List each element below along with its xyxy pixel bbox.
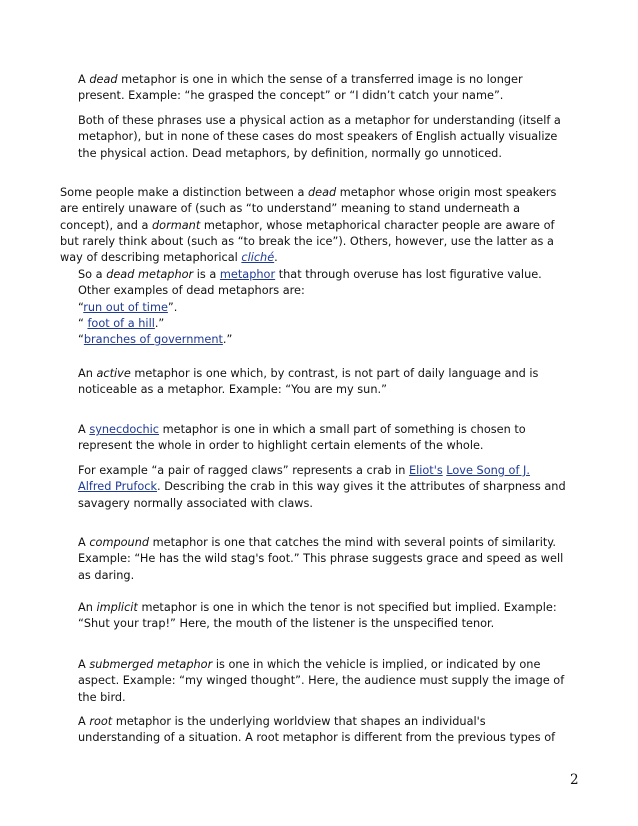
text-line: So a dead metaphor is a metaphor that through overuse has lost figurative value. [78, 268, 542, 281]
text-line: represent the whole in order to highlight certain elements of the whole. [78, 439, 484, 453]
active-metaphor-paragraph [78, 366, 583, 399]
text-line: Both of these phrases use a physical action as a metaphor for understanding (itself a [78, 114, 561, 127]
implicit-metaphor-paragraph [78, 600, 583, 633]
branches-of-government-link[interactable]: branches of government [83, 333, 223, 347]
text-line: the physical action. Dead metaphors, by definition, normally go unnoticed. [78, 146, 502, 160]
text-line: aspect. Example: “my winged thought”. Here, the audience must supply the image of [78, 674, 565, 688]
text-line: “Shut your trap!” Here, the mouth of the listener is the unspecified tenor. [78, 617, 495, 631]
text-line: A dead metaphor is one in which the sense of a transferred image is no longer [78, 73, 523, 86]
love-song-link[interactable]: Love Song of J. [446, 464, 530, 477]
text-line: “branches of government.” [78, 333, 233, 347]
root-metaphor-paragraph [78, 714, 583, 747]
text-line: A compound metaphor is one that catches the mind with several points of similarity. [78, 536, 556, 549]
text-line: noticeable as a metaphor. Example: “You are my sun.” [78, 383, 387, 397]
text-line: the bird. [78, 690, 126, 704]
text-line: understanding of a situation. A root metaphor is different from the previous types of [78, 731, 556, 745]
text-line: A root metaphor is the underlying worldview that shapes an individual's [78, 715, 486, 728]
text-line: but rarely think about (such as “to break the ice”). Others, however, use the latter as a [60, 234, 554, 248]
text-line: metaphor), but in none of these cases do most speakers of English actually visualize [78, 130, 558, 144]
alfred-prufock-link[interactable]: Alfred Prufock [78, 480, 158, 494]
text-line: as daring. [78, 568, 135, 582]
text-line: A submerged metaphor is one in which the vehicle is implied, or indicated by one [78, 658, 541, 671]
ragged-claws-paragraph [78, 463, 583, 512]
text-line: Example: “He has the wild stag's foot.” This phrase suggests grace and speed as well [78, 552, 564, 566]
text-line: A synecdochic metaphor is one in which a small part of something is chosen to [78, 423, 526, 436]
text-line: “run out of time”. [78, 300, 178, 314]
text-line: Some people make a distinction between a dead metaphor whose origin most speakers [60, 186, 557, 199]
synecdochic-link[interactable]: synecdochic [89, 423, 160, 436]
run-out-of-time-link[interactable]: run out of time [83, 300, 168, 314]
text-line: For example “a pair of ragged claws” represents a crab in Eliot's Love Song of J. [78, 464, 530, 477]
text-line: are entirely unaware of (such as “to understand” meaning to stand underneath a [60, 202, 521, 216]
text-line: Other examples of dead metaphors are: [78, 284, 305, 298]
metaphor-link[interactable]: metaphor [219, 268, 276, 281]
synecdochic-metaphor-paragraph [78, 422, 583, 455]
compound-metaphor-paragraph [78, 535, 583, 584]
dormant-metaphor-paragraph [60, 185, 580, 266]
dead-metaphor-examples-paragraph [78, 267, 583, 348]
dead-metaphor-paragraph [78, 72, 583, 105]
text-line: An active metaphor is one which, by contrast, is not part of daily language and is [78, 367, 539, 380]
text-line: way of describing metaphorical cliché. [60, 251, 278, 265]
eliot-link[interactable]: Eliot's [408, 464, 443, 477]
cliche-link[interactable]: cliché [241, 251, 275, 265]
submerged-metaphor-paragraph [78, 657, 583, 706]
text-line: “ foot of a hill.” [78, 316, 165, 330]
text-line: concept), and a dormant metaphor, whose metaphorical character people are aware of [60, 218, 555, 232]
foot-of-a-hill-link[interactable]: foot of a hill [87, 316, 155, 330]
text-line: present. Example: “he grasped the concept” or “I didn’t catch your name”. [78, 89, 504, 103]
physical-action-paragraph [78, 113, 583, 162]
text-line: Alfred Prufock. Describing the crab in this way gives it the attributes of sharpness and [78, 480, 566, 494]
text-line: savagery normally associated with claws. [78, 496, 314, 510]
text-line: An implicit metaphor is one in which the tenor is not specified but implied. Example: [78, 601, 557, 614]
page-number: 2 [570, 772, 579, 788]
